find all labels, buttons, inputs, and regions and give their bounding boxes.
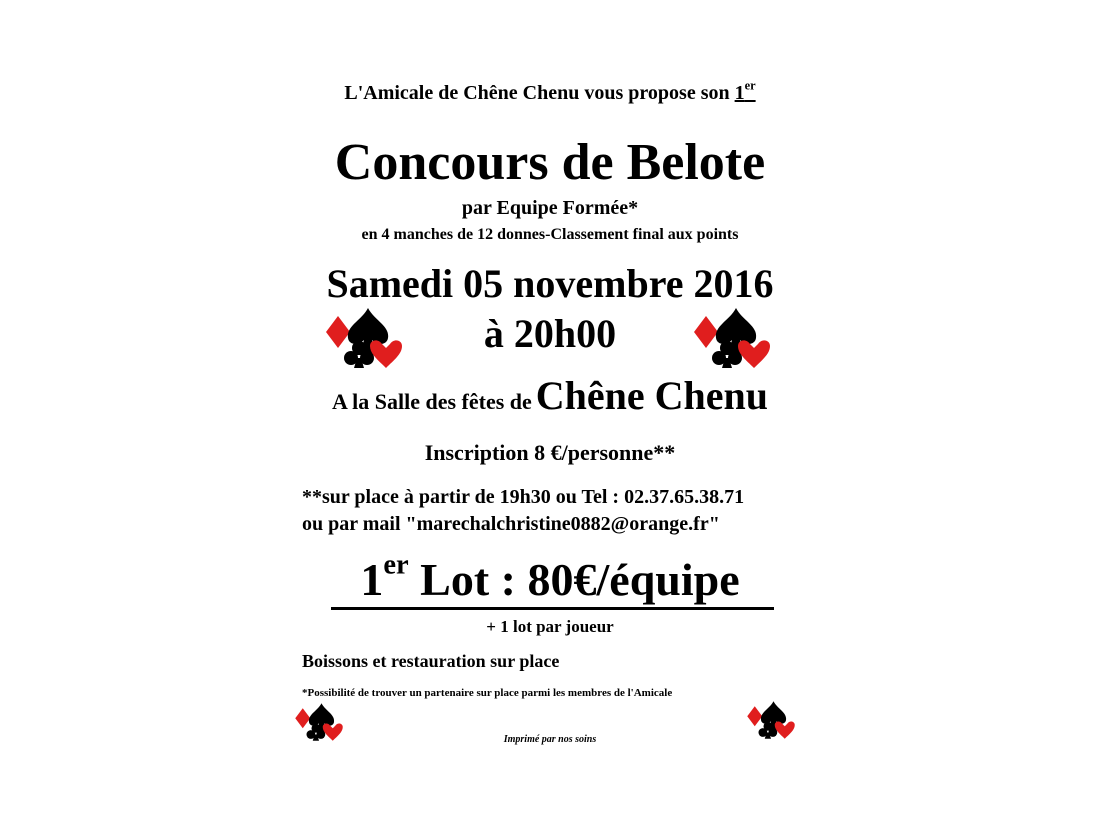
prize-text: Lot : 80€/équipe	[408, 554, 740, 605]
printed-note: Imprimé par nos soins	[503, 734, 597, 745]
diamond-suit-icon	[747, 706, 762, 726]
heart-suit-icon	[370, 340, 402, 368]
intro-line	[0, 78, 1100, 105]
extra-lot: + 1 lot par joueur	[486, 617, 614, 636]
intro-ordinal	[734, 78, 756, 104]
diamond-suit-icon	[326, 316, 350, 348]
diamond-suit-icon	[295, 708, 310, 728]
prize-underline	[331, 607, 774, 610]
intro-text: L'Amicale de Chêne Chenu vous propose son	[344, 82, 735, 104]
prize-number: 1	[360, 554, 384, 605]
intro-ordinal-number: 1	[734, 82, 745, 104]
partner-footnote: *Possibilité de trouver un partenaire sur place parmi les membres de l'Amicale	[302, 687, 673, 699]
poster-title: Concours de Belote	[334, 134, 766, 191]
inscription-fee: Inscription 8 €/personne**	[424, 440, 676, 465]
venue-prefix: A la Salle des fêtes de	[331, 389, 532, 414]
event-venue	[0, 372, 1100, 419]
card-suits-icon	[324, 306, 404, 370]
drinks-food: Boissons et restauration sur place	[302, 651, 560, 671]
card-suits-icon	[692, 306, 772, 370]
venue-place: Chêne Chenu	[535, 373, 769, 418]
subtitle-rounds: en 4 manches de 12 donnes-Classement final aux points	[361, 226, 739, 243]
heart-suit-icon	[323, 723, 343, 740]
diamond-suit-icon	[694, 316, 718, 348]
prize-suffix: er	[383, 549, 409, 581]
card-suits-icon	[746, 700, 796, 740]
heart-suit-icon	[775, 721, 795, 738]
subtitle-team: par Equipe Formée*	[461, 197, 639, 219]
card-suits-icon	[294, 702, 344, 742]
event-time: à 20h00	[483, 311, 617, 356]
heart-suit-icon	[738, 340, 770, 368]
first-prize	[0, 549, 1100, 606]
event-date: Samedi 05 novembre 2016	[326, 261, 774, 306]
intro-ordinal-suffix: er	[744, 78, 756, 93]
contact-phone: **sur place à partir de 19h30 ou Tel : 02.37.65.38.71	[302, 486, 745, 508]
contact-email: ou par mail "marechalchristine0882@orange.fr"	[302, 513, 720, 535]
